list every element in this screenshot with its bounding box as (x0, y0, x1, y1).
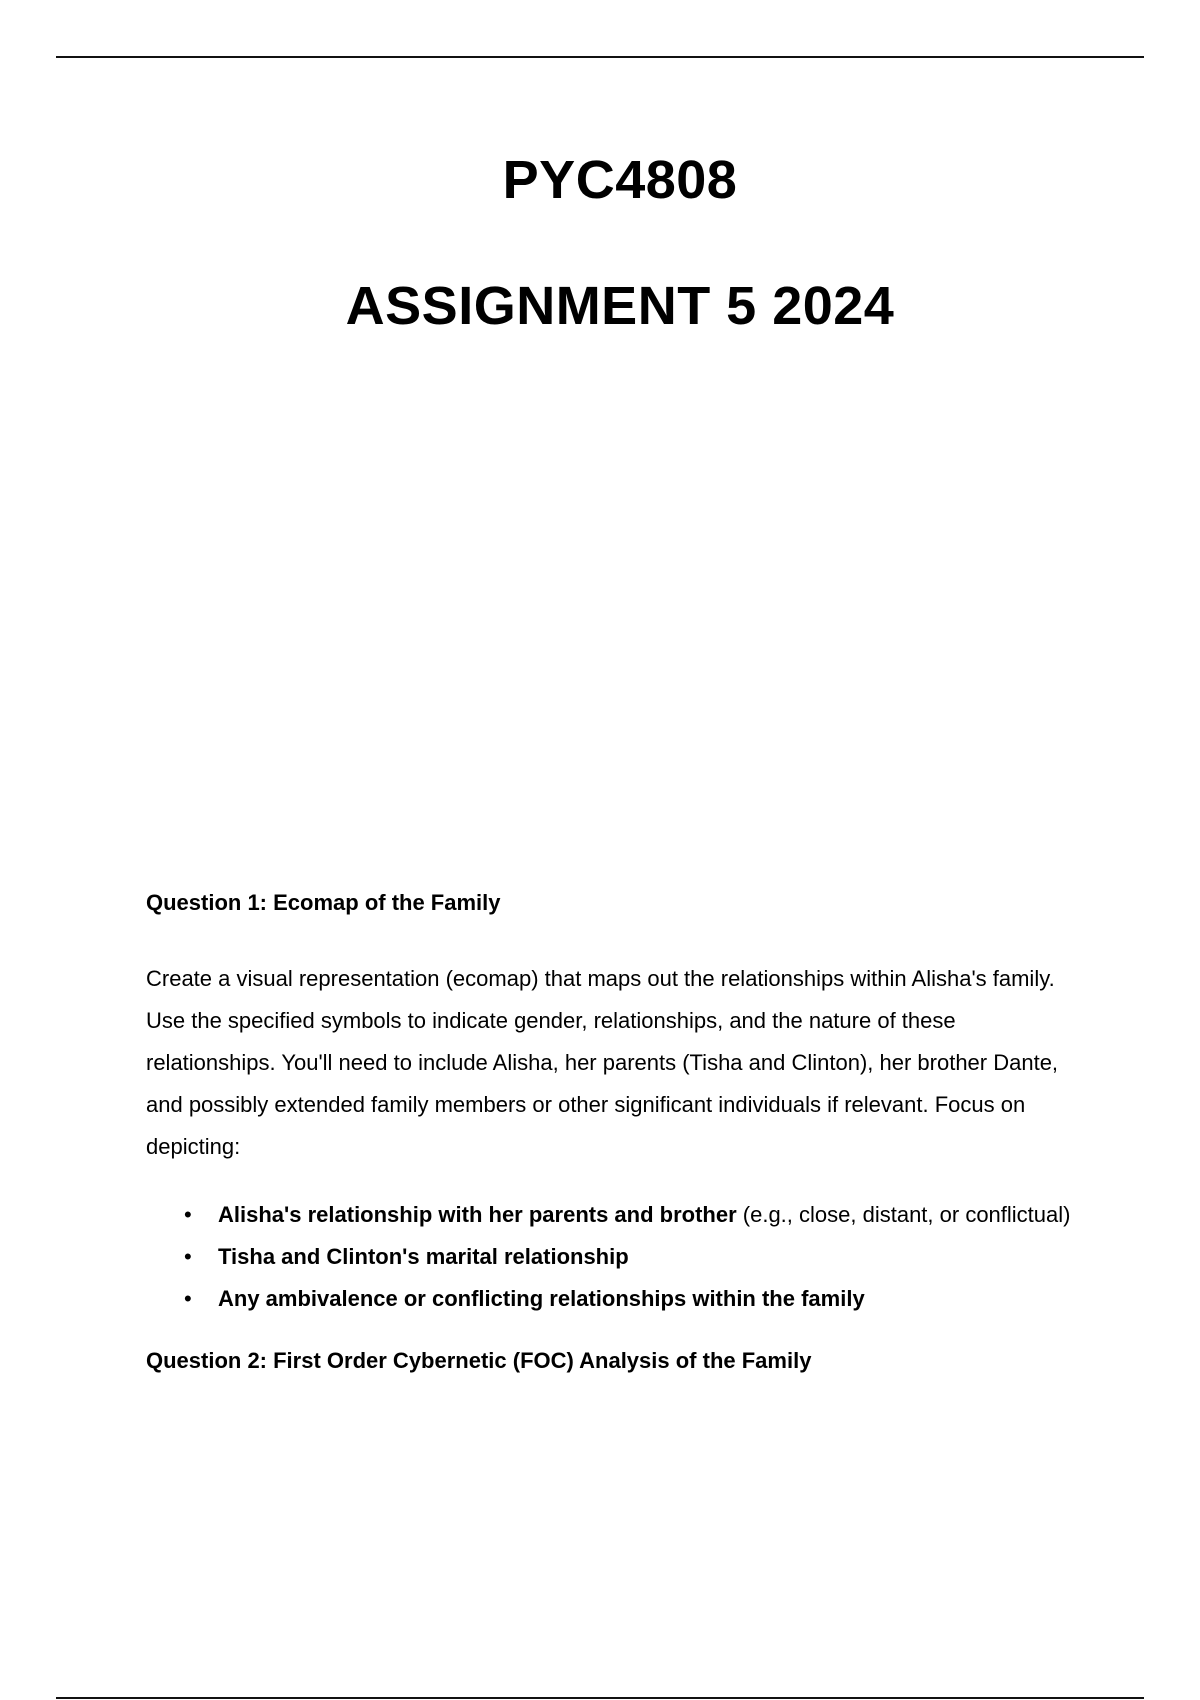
bullet-icon: • (184, 1244, 192, 1269)
list-item (146, 1194, 1086, 1236)
bullet-text: (e.g., close, distant, or conflictual) (736, 1202, 1071, 1227)
bottom-divider (56, 1697, 1144, 1699)
bullet-icon: • (184, 1202, 192, 1227)
course-code-title: PYC4808 (502, 150, 738, 210)
bullet-bold-text: Alisha's relationship with her parents and brother (218, 1202, 737, 1227)
bullet-bold-text: Any ambivalence or conflicting relationships within the family (218, 1286, 865, 1311)
list-item (146, 1278, 1086, 1320)
question-2-heading: Question 2: First Order Cybernetic (FOC) Analysis of the Family (146, 1348, 812, 1373)
bullet-icon: • (184, 1286, 192, 1311)
top-divider (56, 56, 1144, 58)
list-item (146, 1236, 1086, 1278)
bullet-bold-text: Tisha and Clinton's marital relationship (218, 1244, 629, 1269)
question-1-intro: Create a visual representation (ecomap) that maps out the relationships within Alisha's family. Use the specified symbols to indicate gender, relationships, and the nature of these relationships. You'll need to include Alisha, her parents (Tisha and Clinton), her brother Dante, and possibly extended family members or other significant individuals if relevant. Focus on depicting: (146, 966, 1059, 1159)
assignment-title: ASSIGNMENT 5 2024 (345, 276, 895, 336)
question-1-heading: Question 1: Ecomap of the Family (146, 890, 501, 915)
document-body (146, 888, 1086, 1376)
question-1-bullet-list (146, 1194, 1086, 1320)
